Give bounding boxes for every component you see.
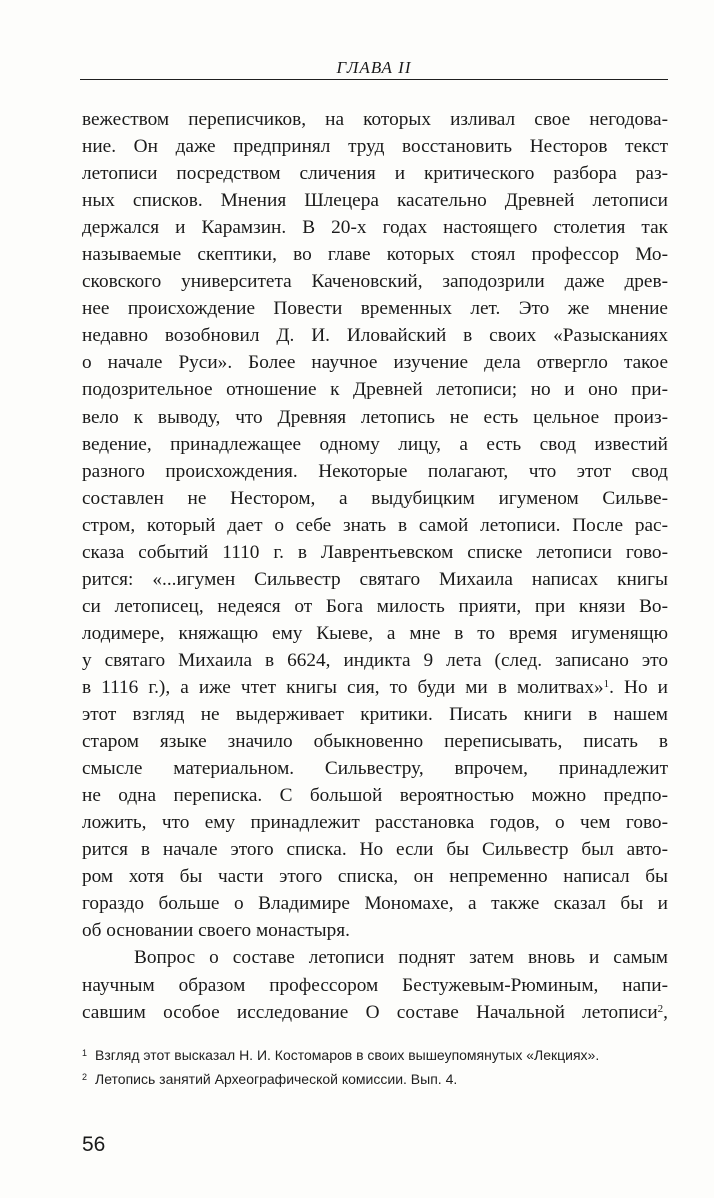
- text-line: о начале Руси». Более научное изучение дела отвергло такое: [82, 352, 668, 374]
- text-line: си летописец, недеяся от Бога милость прияти, при князи Во-: [82, 595, 668, 617]
- text-line: лодимере, княжащю ему Кыеве, а мне в то время игуменящю: [82, 622, 668, 644]
- footnote-reference[interactable]: 1: [603, 677, 610, 690]
- text-segment: в 1116 г.), а иже чтет книгы сия, то буди ми в молитвах»: [82, 676, 604, 698]
- text-line: держался и Карамзин. В 20-х годах настоящего столетия так: [82, 217, 668, 239]
- running-head: ГЛАВА II: [336, 58, 412, 77]
- text-line: этот взгляд не выдерживает критики. Писать книги в нашем: [82, 704, 668, 726]
- text-line: гораздо больше о Владимире Мономахе, а также сказал бы и: [82, 893, 668, 915]
- text-line: недавно возобновил Д. И. Иловайский в своих «Разысканиях: [82, 325, 668, 347]
- text-line: ных списков. Мнения Шлецера касательно Древней летописи: [82, 190, 668, 212]
- body-text: [82, 106, 668, 1026]
- text-segment: савшим особое исследование О составе Начальной летописи: [82, 1001, 658, 1023]
- paragraph-first-line: Вопрос о составе летописи поднят затем вновь и самым: [134, 947, 668, 969]
- text-segment: ,: [663, 1001, 668, 1023]
- text-line: ложить, что ему принадлежит расстановка годов, о чем гово-: [82, 812, 668, 834]
- text-line: стром, который дает о себе знать в самой летописи. После рас-: [82, 514, 668, 536]
- text-line: ние. Он даже предпринял труд восстановить Несторов текст: [82, 136, 668, 158]
- text-line: рится: «...игумен Сильвестр святаго Михаила написах книгы: [82, 568, 668, 590]
- footnote: [82, 1071, 672, 1087]
- text-line: составлен не Нестором, а выдубицким игуменом Сильве-: [82, 487, 668, 509]
- text-line: разного происхождения. Некоторые полагают, что этот свод: [82, 460, 668, 482]
- footnote-reference[interactable]: 2: [657, 1002, 664, 1015]
- text-line: смысле материальном. Сильвестру, впрочем, принадлежит: [82, 758, 668, 780]
- text-line: у святаго Михаила в 6624, индикта 9 лета (след. записано это: [82, 649, 668, 671]
- text-line: старом языке значило обыкновенно переписывать, писать в: [82, 731, 668, 753]
- footnote-mark: 2: [82, 1072, 88, 1082]
- text-line: ром хотя бы части этого списка, он непременно написал бы: [82, 866, 668, 888]
- text-line: вело к выводу, что Древняя летопись не есть цельное произ-: [82, 406, 668, 428]
- text-line: не одна переписка. С большой вероятностью можно предпо-: [82, 785, 668, 807]
- text-line-with-footnote-ref: [82, 674, 668, 701]
- text-line: называемые скептики, во главе которых стоял профессор Мо-: [82, 244, 668, 266]
- text-line: сковского университета Каченовский, заподозрили даже древ-: [82, 271, 668, 293]
- text-line: летописи посредством сличения и критического разбора раз-: [82, 163, 668, 185]
- footnote-text: Взгляд этот высказал Н. И. Костомаров в своих вышеупомянутых «Лекциях».: [95, 1047, 600, 1063]
- text-line: сказа событий 1110 г. в Лаврентьевском списке летописи гово-: [82, 541, 668, 563]
- page-number: 56: [82, 1133, 106, 1156]
- paragraph-end-line: об основании своего монастыря.: [82, 920, 350, 942]
- text-line: ведение, принадлежащее одному лицу, а есть свод известий: [82, 433, 668, 455]
- text-segment: . Но и: [609, 676, 668, 698]
- footnotes: [82, 1047, 672, 1095]
- text-line: подозрительное отношение к Древней летописи; но и оно при-: [82, 379, 668, 401]
- footnote-mark: 1: [82, 1048, 88, 1058]
- text-line: нее происхождение Повести временных лет. Это же мнение: [82, 298, 668, 320]
- text-line: вежеством переписчиков, на которых изливал свое негодова-: [82, 109, 668, 130]
- text-line: научным образом профессором Бестужевым-Рюминым, напи-: [82, 974, 668, 996]
- header-rule: [80, 79, 668, 80]
- footnote: [82, 1047, 672, 1063]
- text-line-with-footnote-ref: [82, 999, 668, 1026]
- text-line: рится в начале этого списка. Но если бы Сильвестр был авто-: [82, 839, 668, 861]
- footnote-text: Летопись занятий Археографической комиссии. Вып. 4.: [95, 1071, 458, 1087]
